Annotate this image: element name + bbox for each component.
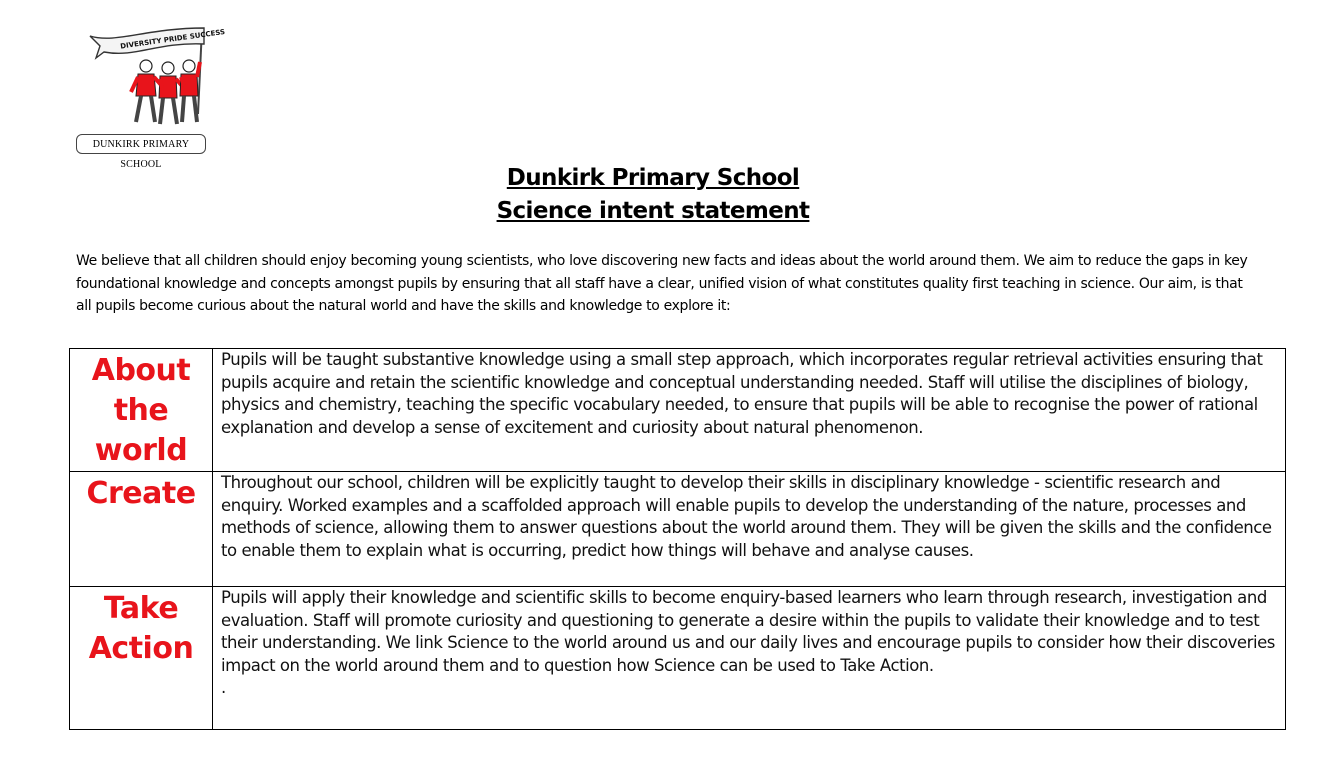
table-row <box>70 587 1286 730</box>
row-label-cell <box>70 349 213 472</box>
school-logo-graphic <box>76 22 226 134</box>
table-row <box>70 349 1286 472</box>
row-label-cell <box>70 587 213 730</box>
row-label: Create <box>86 476 196 511</box>
school-name-badge: DUNKIRK PRIMARY SCHOOL <box>76 134 206 154</box>
row-text: Pupils will apply their knowledge and scientific skills to become enquiry-based learners who learn through research, investigation and evaluation. Staff will promote curiosity and questioning to generate a desire within the pupils to validate their knowledge and to test their understanding. We link Science to the world around us and our daily lives and encourage pupils to consider how their discoveries impact on the world around them and to question how Science can be used to Take Action. <box>221 588 1275 675</box>
page-subtitle: Science intent statement <box>496 198 810 224</box>
row-text-cell <box>213 587 1286 730</box>
row-label-cell <box>70 472 213 587</box>
child-figure-right <box>180 60 200 122</box>
table-row <box>70 472 1286 587</box>
row-trailing-mark: . <box>221 678 226 697</box>
document-header <box>0 162 1306 228</box>
banner-text: DIVERSITY PRIDE SUCCESS <box>119 27 226 51</box>
child-figure-left <box>131 60 162 122</box>
school-logo <box>76 22 226 170</box>
page-title: Dunkirk Primary School <box>506 165 800 191</box>
row-label: About the world <box>91 353 191 468</box>
row-text: Throughout our school, children will be explicitly taught to develop their skills in disciplinary knowledge - scientific research and enquiry. Worked examples and a scaffolded approach will enable pupils to develop the understanding of the nature, processes and methods of science, allowing them to answer questions about the world around them. They will be given the skills and the confidence to enable them to explain what is occurring, predict how things will behave and analyse causes. <box>213 472 1286 587</box>
row-label: Take Action <box>88 591 194 666</box>
intro-paragraph: We believe that all children should enjoy becoming young scientists, who love discovering new facts and ideas about the world around them. We aim to reduce the gaps in key foundational knowledge and concepts amongst pupils by ensuring that all staff have a clear, unified vision of what constitutes quality first teaching in science. Our aim, is that all pupils become curious about the natural world and have the skills and knowledge to explore it: <box>76 253 1248 314</box>
intent-table <box>69 348 1286 730</box>
row-text: Pupils will be taught substantive knowledge using a small step approach, which incorporates regular retrieval activities ensuring that pupils acquire and retain the scientific knowledge and conceptual understanding needed. Staff will utilise the disciplines of biology, physics and chemistry, teaching the specific vocabulary needed, to ensure that pupils will be able to recognise the power of rational explanation and develop a sense of excitement and curiosity about natural phenomenon. <box>213 349 1286 472</box>
